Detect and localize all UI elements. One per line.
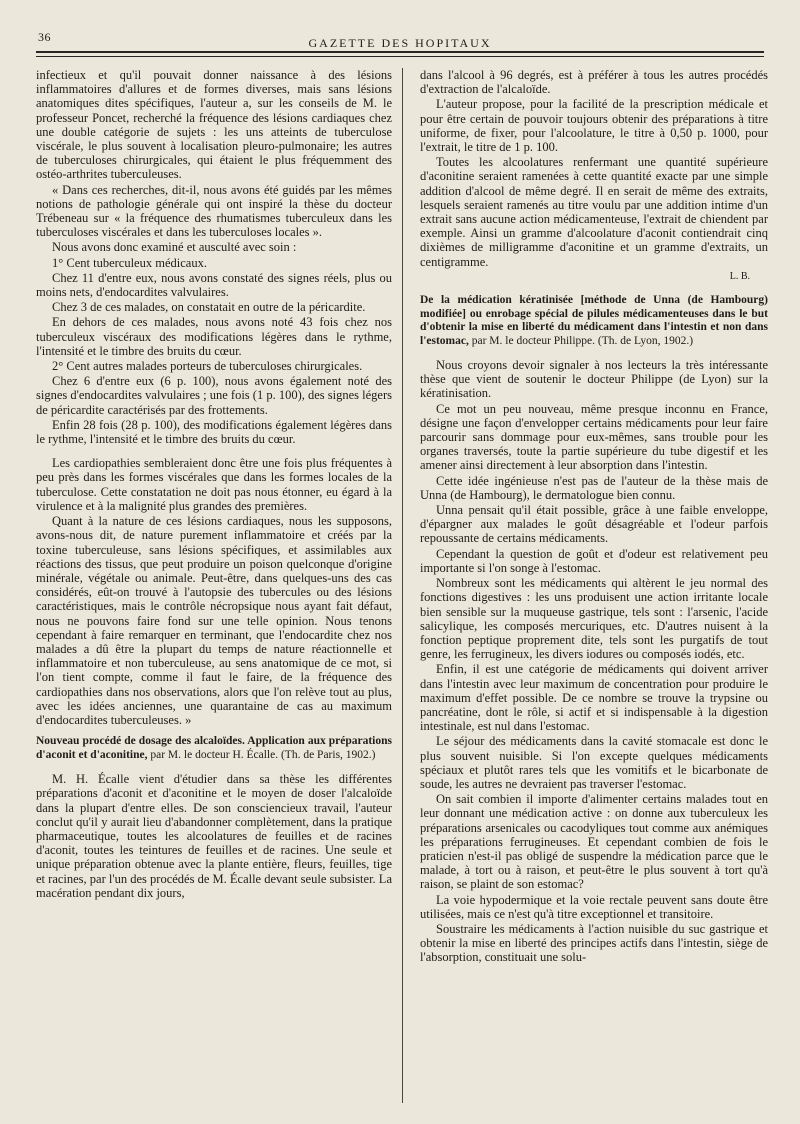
paragraph: Chez 11 d'entre eux, nous avons constaté des signes réels, plus ou moins nets, d'endocardites valvulaires.: [36, 270, 392, 300]
paragraph: Le séjour des médicaments dans la cavité stomacale est donc le plus souvent nuisible. Si l'on excepte quelques médicaments spéciaux et plutôt rares tels que les vomitifs et le bicarbonate de soude, les autres ne devraient pas traverser l'estomac.: [420, 734, 768, 791]
paragraph: La voie hypodermique et la voie rectale peuvent sans doute être utilisées, mais ce n'est qu'à titre exceptionnel et transitoire.: [420, 892, 768, 921]
paragraph: Chez 6 d'entre eux (6 p. 100), nous avons également noté des signes d'endocardites valvulaires ; une fois (1 p. 100), des signes légers de péricardite caractérisés par des frottements.: [36, 374, 392, 417]
header-rule: [36, 51, 764, 53]
paragraph: Enfin 28 fois (28 p. 100), des modifications également légères dans le rythme, l'intensité et le timbre des bruits du cœur.: [36, 417, 392, 447]
paragraph: M. H. Écalle vient d'étudier dans sa thèse les différentes préparations d'aconit et d'aconitine et le moyen de doser l'alcaloïde dans la plupart d'entre elles. De son consciencieux travail, l'auteur conclut qu'il y aurait lieu d'abandonner complètement, dans la pratique pharmaceutique, toutes les alcoolatures de feuilles et de racines d'aconit, toutes les teintures de feuilles et de racines. Une seule et unique préparation obtenue avec la plante entière, fleurs, feuilles, tige et racines, par l'un des procédés de M. Écalle devant seule subsister. La macération pendant dix jours,: [36, 772, 392, 900]
paragraph: Les cardiopathies sembleraient donc être une fois plus fréquentes à peu près dans les formes viscérales que dans les formes locales de la tuberculose. Cette constatation ne doit pas nous étonner, eu égard à la virulence et à la malignité plus grandes des premières.: [36, 456, 392, 513]
paragraph: Nombreux sont les médicaments qui altèrent le jeu normal des fonctions digestives : les uns produisent une action irritante locale bien sensible sur la muqueuse gastrique, tels sont : l'arsenic, l'acide salicylique, les composés mercuriques, etc. D'autres nuisent à la fonction peptique proprement dite, tels sont les purgatifs de tout genre, les ferrugineux, les divers iodures ou composés iodés, etc.: [420, 576, 768, 662]
paragraph: Toutes les alcoolatures renfermant une quantité supérieure d'aconitine seraient ramenées à cette quantité exacte par une simple addition d'alcool de même degré. Il en serait de même des extraits, lesquels seraient ramenés au titre voulu par une addition intime d'un extrait sans aucune action médicamenteuse, l'extrait de chiendent par exemple. Ainsi un gramme d'alcoolature d'aconit contiendrait cinq dixièmes de milligramme d'aconitine et un gramme d'extraits, un centigramme.: [420, 155, 768, 269]
paragraph: Nous croyons devoir signaler à nos lecteurs la très intéressante thèse que vient de soutenir le docteur Philippe (de Lyon) sur la kératinisation.: [420, 358, 768, 401]
article-title: Nouveau procédé de dosage des alcaloïdes. Application aux préparations d'aconit et d'aconitine,: [36, 735, 392, 761]
paragraph: En dehors de ces malades, nous avons noté 43 fois chez nos tuberculeux viscéraux des modifications légères dans le rythme, l'intensité et le timbre des bruits du cœur.: [36, 315, 392, 358]
paragraph: 1° Cent tuberculeux médicaux.: [52, 255, 207, 270]
paragraph: Cette idée ingénieuse n'est pas de l'auteur de la thèse mais de Unna (de Hambourg), le dermatologue bien connu.: [420, 473, 768, 502]
author-initials: L. B.: [729, 270, 750, 282]
article-byline: par M. le docteur Philippe. (Th. de Lyon, 1902.): [471, 334, 694, 347]
paragraph: On sait combien il importe d'alimenter certains malades tout en leur donnant une médication active : on donne aux tuberculeux les préparations arsenicales ou cacodyliques tout comme aux anémiques les préparations ferrugineuses. Et cependant combien de fois le praticien n'est-il pas obligé de suspendre la médication parce que le malade, à tort ou à raison, et peut-être le plus souvent à tort qu'à raison, se plaint de son estomac?: [420, 792, 768, 892]
paragraph: L'auteur propose, pour la facilité de la prescription médicale et pour être certain de pouvoir toujours obtenir des préparations à titre uniforme, de fixer, pour l'alcoolature, le titre à 0,50 p. 1000, pour l'extrait, le titre de 1 p. 100.: [420, 97, 768, 155]
paragraph: Quant à la nature de ces lésions cardiaques, nous les supposons, avons-nous dit, de nature purement inflammatoire et créés par la toxine tuberculeuse, sans lésions spécifiques, et assimilables aux réactions des tissus, que peut produire un poison quelconque d'origine minérale, végétale ou animale. Peut-être, dans quelques-uns des cas considérés, eût-on trouvé à l'autopsie des tubercules ou des lésions caractéristiques, mais le contrôle nécropsique nous ayant fait défaut, nous ne pouvons faire fond sur une telle opinion. Nous tenons cependant à faire remarquer en terminant, que l'endocardite chez nos malades a dû être la plupart du temps de nature réactionnelle et inflammatoire et non tuberculeuse, au sens anatomique de ce mot, si l'on tient compte, comme il faut le faire, de la fréquence des cardiopathies dans nos observations, alors que l'on relève tout au plus, avec les idées anciennes, une quarantaine de cas au maximum d'endocardites tuberculeuses. »: [36, 514, 392, 727]
paragraph: Ce mot un peu nouveau, même presque inconnu en France, désigne une façon d'envelopper certains médicaments pour leur faire parcourir sans dommage pour eux-mêmes, sans trouble pour les organes traversés, toute la partie supérieure du tube digestif et les amener ainsi directement à leur absorption dans l'intestin.: [420, 401, 768, 473]
article-title: De la médication kératinisée [méthode de Unna (de Hambourg) modifiée] ou enrobage spécial de pilules médicamenteuses dans le but d'obtenir la mise en liberté du médicament dans l'intestin et non dans l'estomac,: [420, 294, 768, 347]
paragraph: infectieux et qu'il pouvait donner naissance à des lésions inflammatoires d'allures et de formes diverses, mais sans lésions anatomiques dites spécifiques, l'auteur a, sur les conseils de M. le professeur Poncet, recherché la fréquence des lésions cardiaques chez une double catégorie de sujets : les uns atteints de tuberculose viscérale, le plus souvent à localisation pleuro-pulmonaire; les autres de tuberculoses chirurgicales, qui étaient le plus fréquemment des ostéo-arthrites tuberculeuses.: [36, 68, 392, 182]
paragraph: Soustraire les médicaments à l'action nuisible du suc gastrique et obtenir la mise en liberté des principes actifs dans l'intestin, siège de l'absorption, constituait une solu-: [420, 921, 768, 965]
paragraph: dans l'alcool à 96 degrés, est à préférer à tous les autres procédés d'extraction de l'alcaloïde.: [420, 68, 768, 97]
paragraph: Cependant la question de goût et d'odeur est relativement peu importante si l'on songe à l'estomac.: [420, 546, 768, 575]
header-rule-thin: [36, 56, 764, 57]
paragraph: Unna pensait qu'il était possible, grâce à une faible enveloppe, d'épargner aux malades le goût désagréable et l'odeur parfois repoussante de certains médicaments.: [420, 503, 768, 546]
paragraph: « Dans ces recherches, dit-il, nous avons été guidés par les mêmes notions de pathologie générale qui ont inspiré la thèse du docteur Trébeneau sur « la fréquence des rhumatismes tuberculeux dans les tuberculoses viscérales et dans les tuberculoses locales ».: [36, 182, 392, 240]
column-divider: [402, 68, 403, 1103]
running-title: GAZETTE DES HOPITAUX: [308, 36, 492, 50]
article-heading: [420, 294, 768, 348]
article-byline: par M. le docteur H. Écalle. (Th. de Paris, 1902.): [150, 748, 376, 761]
right-column: [420, 68, 768, 1108]
article-heading: [36, 735, 392, 762]
left-column: [36, 68, 392, 1108]
paragraph: 2° Cent autres malades porteurs de tuberculoses chirurgicales.: [52, 359, 363, 374]
paragraph: Nous avons donc examiné et ausculté avec soin :: [52, 240, 297, 255]
page-number: 36: [38, 30, 51, 44]
paragraph: Enfin, il est une catégorie de médicaments qui doivent arriver dans l'intestin avec leur maximum de concentration pour produire le maximum d'effet possible. De ce nombre se trouve la trypsine ou pancréatine, dont le rôle, si actif et si indispensable à la digestion intestinale, est nul dans l'estomac.: [420, 662, 768, 734]
paragraph: Chez 3 de ces malades, on constatait en outre de la péricardite.: [52, 300, 366, 315]
